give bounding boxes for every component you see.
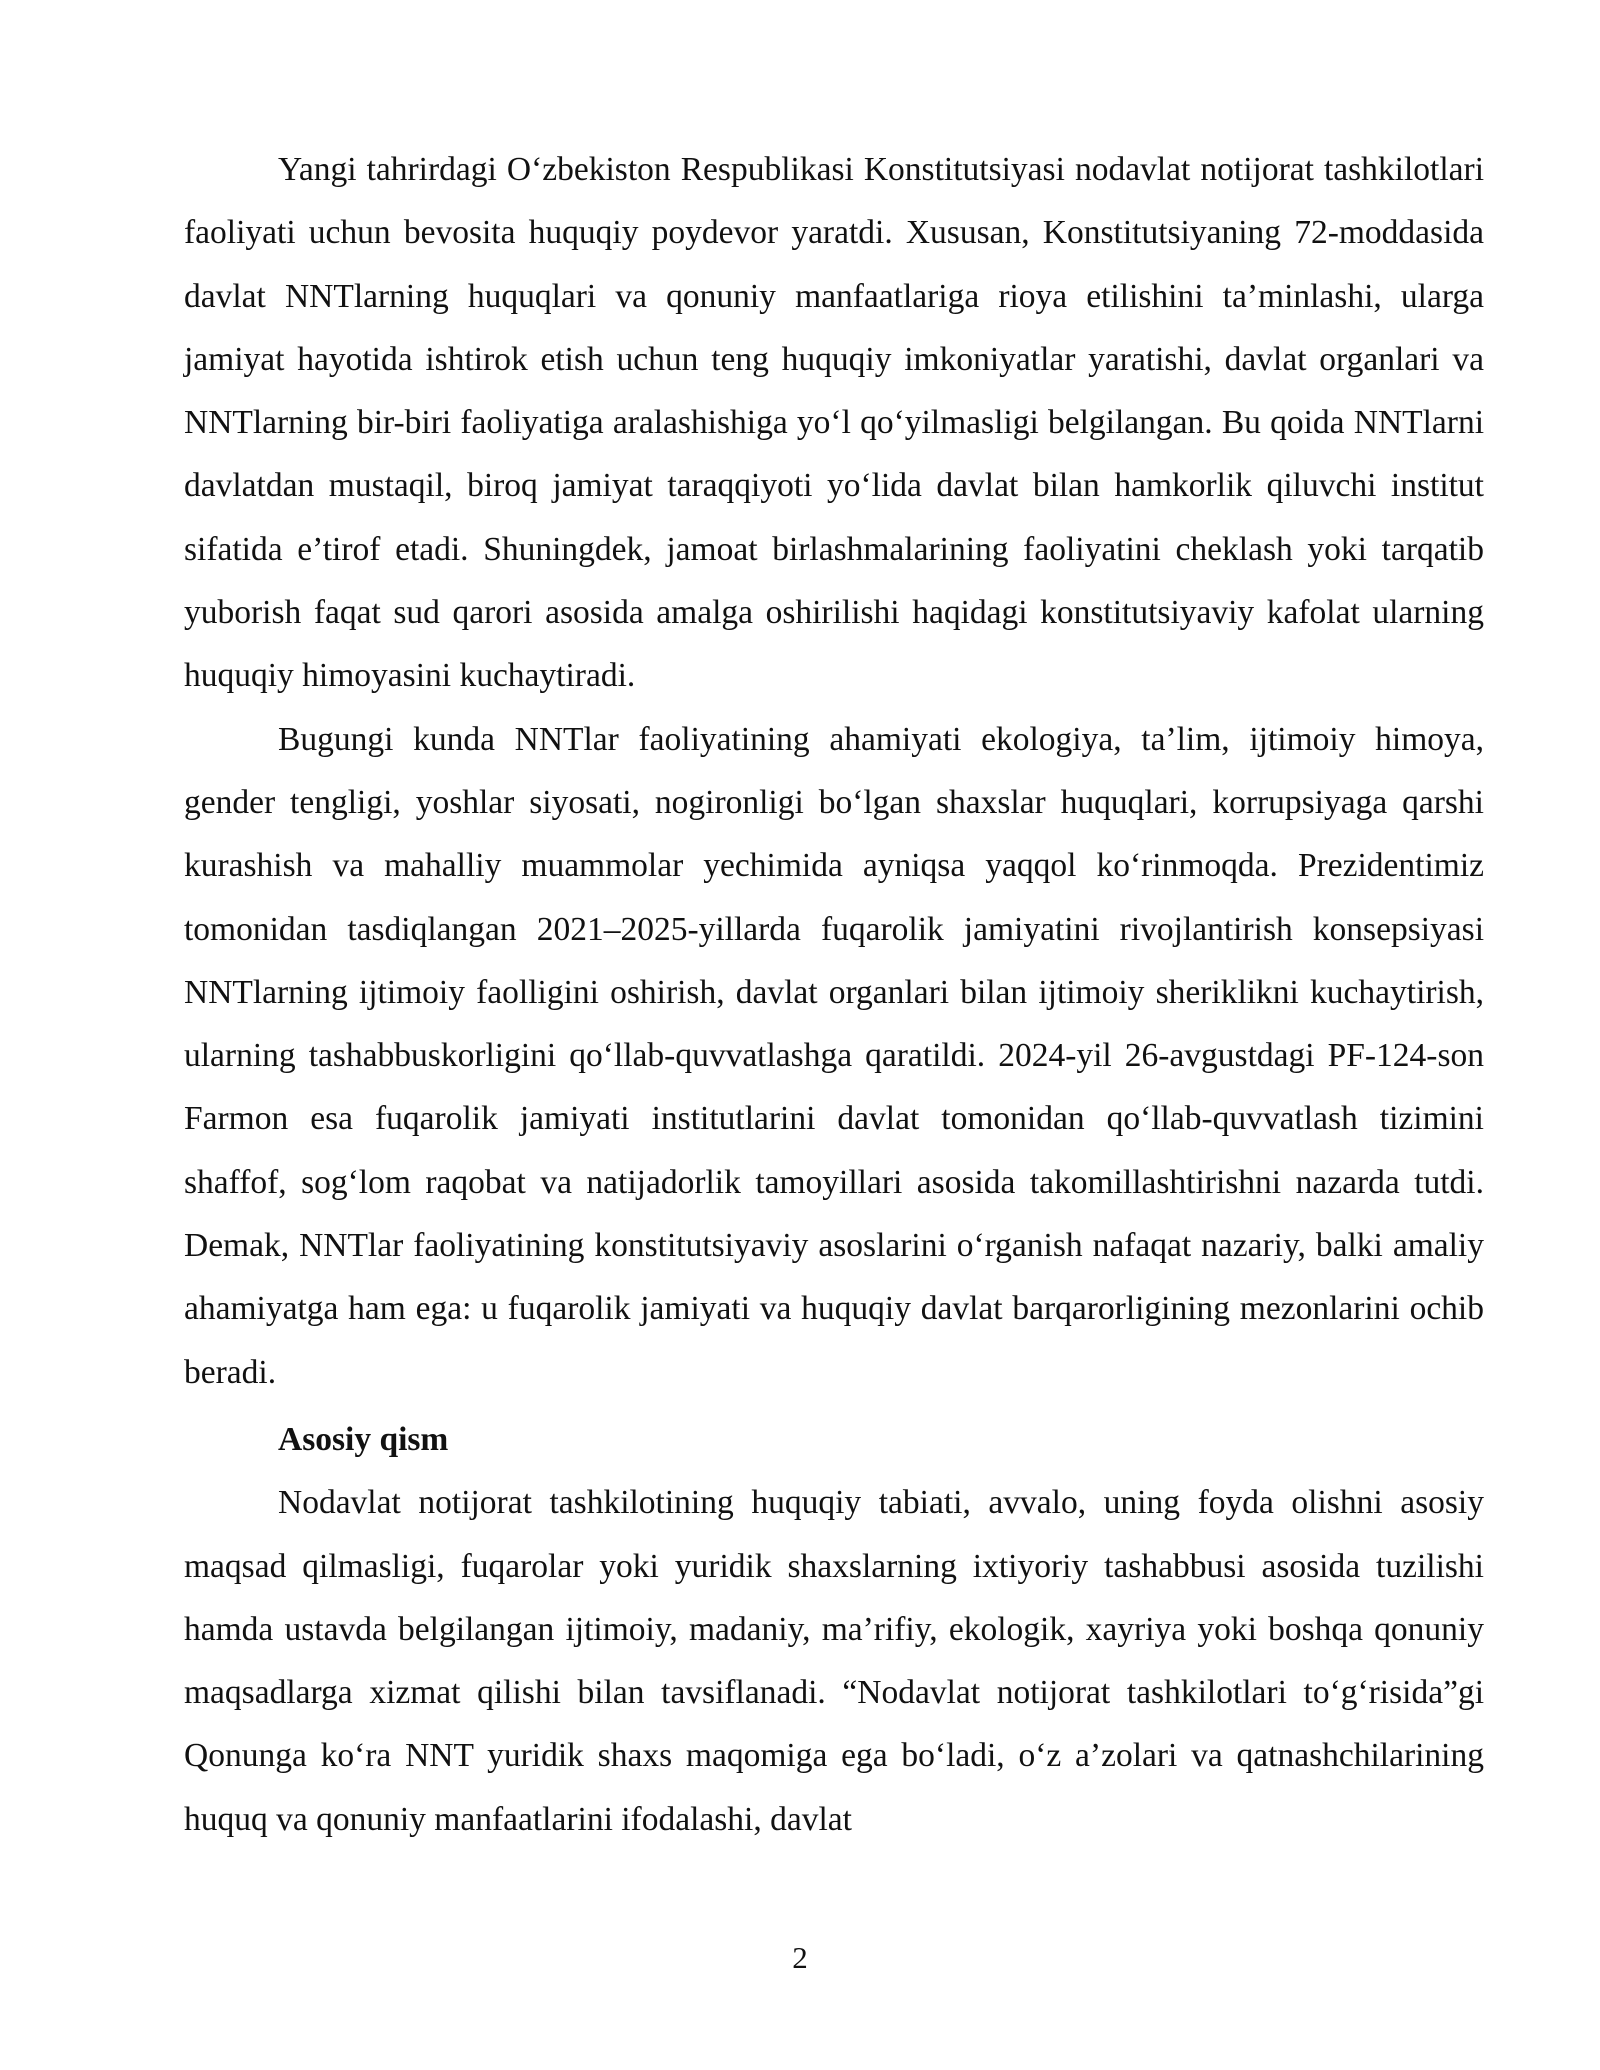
- page-number: 2: [792, 1940, 808, 1975]
- paragraph-constitution: Yangi tahrirdagi O‘zbekiston Respublikasi Konstitutsiyasi nodavlat notijorat tashkilotlari faoliyati uchun bevosita huquqiy poydevor yaratdi. Xususan, Konstitutsiyaning 72-moddasida davlat NNTlarning huquqlari va qonuniy manfaatlariga rioya etilishini ta’minlashi, ularga jamiyat hayotida ishtirok etish uchun teng huquqiy imkoniyatlar yaratishi, davlat organlari va NNTlarning bir-biri faoliyatiga aralashishiga yo‘l qo‘yilmasligi belgilangan. Bu qoida NNTlarni davlatdan mustaqil, biroq jamiyat taraqqiyoti yo‘lida davlat bilan hamkorlik qiluvchi institut sifatida e’tirof etadi. Shuningdek, jamoat birlashmalarining faoliyatini cheklash yoki tarqatib yuborish faqat sud qarori asosida amalga oshirilishi haqidagi konstitutsiyaviy kafolat ularning huquqiy himoyasini kuchaytiradi.: [184, 151, 1484, 695]
- paragraph-ngo-importance: Bugungi kunda NNTlar faoliyatining ahamiyati ekologiya, ta’lim, ijtimoiy himoya, gender tengligi, yoshlar siyosati, nogironligi bo‘lgan shaxslar huquqlari, korrupsiyaga qarshi kurashish va mahalliy muammolar yechimida ayniqsa yaqqol ko‘rinmoqda. Prezidentimiz tomonidan tasdiqlangan 2021–2025-yillarda fuqarolik jamiyatini rivojlantirish konsepsiyasi NNTlarning ijtimoiy faolligini oshirish, davlat organlari bilan ijtimoiy sheriklikni kuchaytirish, ularning tashabbuskorligini qo‘llab-quvvatlashga qaratildi. 2024-yil 26-avgustdagi PF-124-son Farmon esa fuqarolik jamiyati institutlarini davlat tomonidan qo‘llab-quvvatlash tizimini shaffof, sog‘lom raqobat va natijadorlik tamoyillari asosida takomillashtirishni nazarda tutdi. Demak, NNTlar faoliyatining konstitutsiyaviy asoslarini o‘rganish nafaqat nazariy, balki amaliy ahamiyatga ham ega: u fuqarolik jamiyati va huquqiy davlat barqarorligining mezonlarini ochib beradi.: [184, 720, 1484, 1391]
- section-heading: Asosiy qism: [278, 1420, 449, 1458]
- document-body: [184, 138, 1484, 1851]
- paragraph-legal-nature: Nodavlat notijorat tashkilotining huquqiy tabiati, avvalo, uning foyda olishni asosiy maqsad qilmasligi, fuqarolar yoki yuridik shaxslarning ixtiyoriy tashabbusi asosida tuzilishi hamda ustavda belgilangan ijtimoiy, madaniy, ma’rifiy, ekologik, xayriya yoki boshqa qonuniy maqsadlarga xizmat qilishi bilan tavsiflanadi. “Nodavlat notijorat tashkilotlari to‘g‘risida”gi Qonunga ko‘ra NNT yuridik shaxs maqomiga ega bo‘ladi, o‘z a’zolari va qatnashchilarining huquq va qonuniy manfaatlarini ifodalashi, davlat: [184, 1484, 1484, 1838]
